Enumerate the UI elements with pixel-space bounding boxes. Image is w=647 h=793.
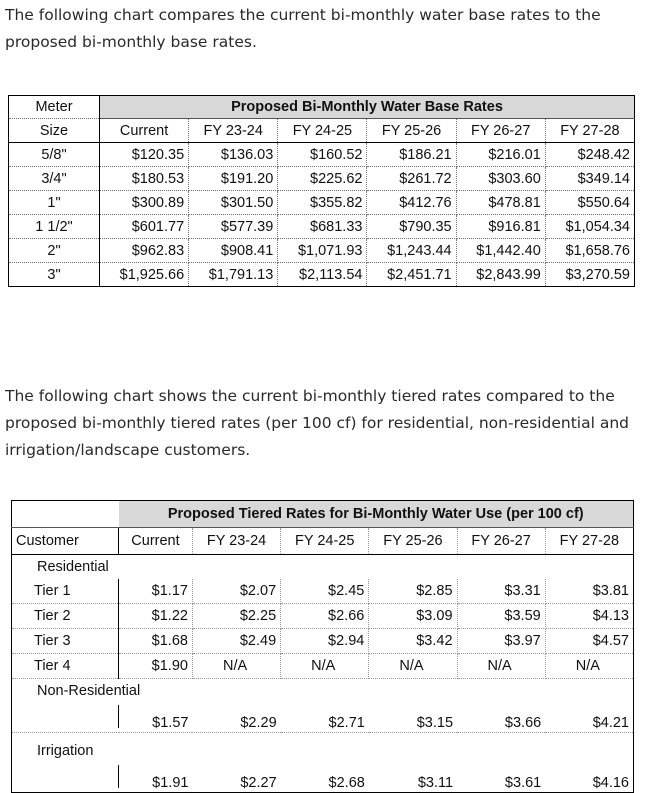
table-row xyxy=(9,191,635,215)
rate-value: $3.66 xyxy=(457,703,545,733)
rate-value: $2.85 xyxy=(369,579,457,604)
group-row-residential xyxy=(12,555,634,580)
rate-value: $1,658.76 xyxy=(545,239,634,263)
rate-value: $1.17 xyxy=(119,579,193,604)
column-header-fy-23-24: FY 23-24 xyxy=(189,119,278,143)
rate-value: $2,113.54 xyxy=(278,263,367,287)
tier-label: Tier 1 xyxy=(12,579,119,604)
rate-value: $3.09 xyxy=(369,604,457,629)
tier-table-column-header-row xyxy=(12,528,634,555)
meter-size: 2" xyxy=(9,239,100,263)
rate-value: $1,054.34 xyxy=(545,215,634,239)
group-label-non-residential: Non-Residential xyxy=(37,683,141,699)
rate-value: $2,451.71 xyxy=(367,263,456,287)
rate-value: $248.42 xyxy=(545,143,634,167)
tiered-rates-intro: The following chart shows the current bi-monthly tiered rates compared to the proposed bi-monthly tiered rates (per 100 cf) for residential, non-residential and irrigation/landscape customers. xyxy=(5,387,630,459)
tier-label: Tier 4 xyxy=(12,654,119,679)
meter-size: 3" xyxy=(9,263,100,287)
base-table-title: Proposed Bi-Monthly Water Base Rates xyxy=(100,96,635,119)
column-header-fy-25-26: FY 25-26 xyxy=(367,119,456,143)
rate-value: $3.15 xyxy=(369,703,457,733)
rate-value: $4.21 xyxy=(545,703,633,733)
column-header-current: Current xyxy=(100,119,189,143)
rate-value: $1,243.44 xyxy=(367,239,456,263)
rate-value: $790.35 xyxy=(367,215,456,239)
column-header-fy-24-25: FY 24-25 xyxy=(281,528,369,555)
rate-value: $300.89 xyxy=(100,191,189,215)
base-rates-intro: The following chart compares the current bi-monthly water base rates to the proposed bi-monthly base rates. xyxy=(5,6,601,51)
rate-value: $136.03 xyxy=(189,143,278,167)
rate-value: $3.81 xyxy=(545,579,633,604)
rate-value: $303.60 xyxy=(456,167,545,191)
rate-value: N/A xyxy=(281,654,369,679)
column-header-fy-25-26: FY 25-26 xyxy=(369,528,457,555)
rate-value: $2.29 xyxy=(192,703,280,733)
column-header-current: Current xyxy=(119,528,193,555)
base-rates-table xyxy=(8,95,635,287)
rate-value: N/A xyxy=(457,654,545,679)
rate-value: $1.91 xyxy=(152,775,189,791)
rate-value: $601.77 xyxy=(100,215,189,239)
rate-value: $412.76 xyxy=(367,191,456,215)
rate-value: $3.31 xyxy=(457,579,545,604)
rate-value: $1.68 xyxy=(119,629,193,654)
rate-value: $4.13 xyxy=(545,604,633,629)
rate-value: $681.33 xyxy=(278,215,367,239)
tier-table-title: Proposed Tiered Rates for Bi-Monthly Water Use (per 100 cf) xyxy=(119,501,634,528)
rate-value: $962.83 xyxy=(100,239,189,263)
title-spacer xyxy=(12,501,119,528)
column-header-fy-27-28: FY 27-28 xyxy=(545,119,634,143)
rate-value: $216.01 xyxy=(456,143,545,167)
table-row xyxy=(12,604,634,629)
rate-value: $349.14 xyxy=(545,167,634,191)
rate-value: $4.16 xyxy=(592,775,629,791)
rate-value: $550.64 xyxy=(545,191,634,215)
size-header: Size xyxy=(9,119,100,143)
rate-value: $3,270.59 xyxy=(565,266,630,283)
rate-value: $1,442.40 xyxy=(456,239,545,263)
rate-value: $2.25 xyxy=(192,604,280,629)
group-label-irrigation: Irrigation xyxy=(37,743,94,759)
meter-size: 1 1/2" xyxy=(9,215,100,239)
rate-value: $1,791.13 xyxy=(189,263,278,287)
rate-value: $225.62 xyxy=(278,167,367,191)
row-spacer xyxy=(12,763,119,793)
table-row xyxy=(9,263,635,287)
meter-size: 1" xyxy=(9,191,100,215)
rate-value: N/A xyxy=(192,654,280,679)
rate-value: $916.81 xyxy=(456,215,545,239)
rate-value: $1.22 xyxy=(119,604,193,629)
rate-value: $186.21 xyxy=(367,143,456,167)
rate-value: $2.49 xyxy=(192,629,280,654)
group-label-residential: Residential xyxy=(37,559,109,575)
rate-value: $301.50 xyxy=(189,191,278,215)
rate-value: $3.42 xyxy=(369,629,457,654)
meter-size: 5/8" xyxy=(9,143,100,167)
table-row xyxy=(12,654,634,679)
rate-value: $3.59 xyxy=(457,604,545,629)
tier-table-title-row xyxy=(12,501,634,528)
rate-value: $2.27 xyxy=(240,775,277,791)
table-row xyxy=(9,143,635,167)
rate-value: $2.68 xyxy=(328,775,365,791)
rate-value: $1,071.93 xyxy=(278,239,367,263)
table-row xyxy=(12,629,634,654)
rate-value: N/A xyxy=(369,654,457,679)
rate-value: $2.66 xyxy=(281,604,369,629)
row-spacer xyxy=(12,703,119,733)
rate-value: $2.71 xyxy=(281,703,369,733)
table-row xyxy=(9,239,635,263)
rate-value: $2.07 xyxy=(192,579,280,604)
rate-value: $908.41 xyxy=(189,239,278,263)
table-row xyxy=(12,703,634,733)
rate-value: $180.53 xyxy=(100,167,189,191)
table-row xyxy=(9,215,635,239)
rate-value: $577.39 xyxy=(189,215,278,239)
rate-value: $2,843.99 xyxy=(456,263,545,287)
table-row xyxy=(12,763,634,793)
rate-value: N/A xyxy=(545,654,633,679)
rate-value: $1.90 xyxy=(119,654,193,679)
rate-value: $1,925.66 xyxy=(100,263,189,287)
column-header-fy-23-24: FY 23-24 xyxy=(192,528,280,555)
rate-value: $261.72 xyxy=(367,167,456,191)
rate-value: $355.82 xyxy=(278,191,367,215)
meter-size: 3/4" xyxy=(9,167,100,191)
customer-header: Customer xyxy=(12,528,119,555)
group-row-irrigation xyxy=(12,739,634,763)
rate-value: $2.94 xyxy=(281,629,369,654)
table-row xyxy=(12,579,634,604)
tiered-rates-table xyxy=(11,500,634,793)
rate-value: $160.52 xyxy=(278,143,367,167)
table-row xyxy=(9,167,635,191)
rate-value: $3.11 xyxy=(417,775,454,791)
column-header-fy-26-27: FY 26-27 xyxy=(457,528,545,555)
tier-label: Tier 2 xyxy=(12,604,119,629)
rate-value: $3.97 xyxy=(457,629,545,654)
group-row-non-residential xyxy=(12,679,634,704)
rate-value: $478.81 xyxy=(456,191,545,215)
rate-value: $2.45 xyxy=(281,579,369,604)
meter-header: Meter xyxy=(9,96,100,119)
rate-value: $4.57 xyxy=(545,629,633,654)
rate-value: $120.35 xyxy=(100,143,189,167)
column-header-fy-26-27: FY 26-27 xyxy=(456,119,545,143)
rate-value: $3.61 xyxy=(504,775,542,791)
column-header-fy-24-25: FY 24-25 xyxy=(278,119,367,143)
base-table-title-row xyxy=(9,96,635,119)
column-header-fy-27-28: FY 27-28 xyxy=(545,528,633,555)
tier-label: Tier 3 xyxy=(12,629,119,654)
rate-value: $191.20 xyxy=(189,167,278,191)
base-table-column-header-row xyxy=(9,119,635,143)
rate-value: $1.57 xyxy=(119,703,193,733)
